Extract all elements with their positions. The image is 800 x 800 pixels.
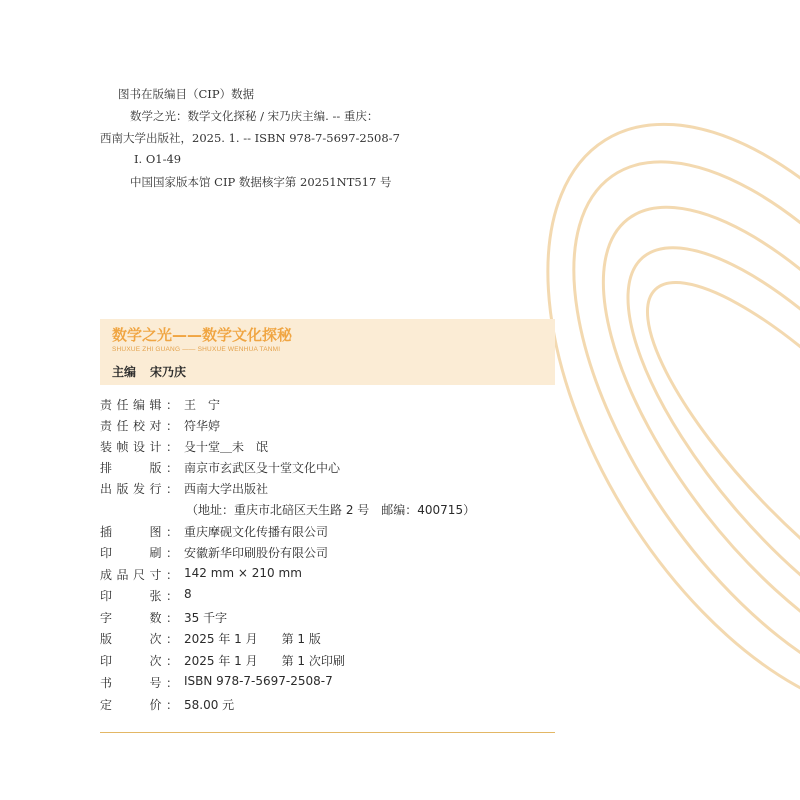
detail-label: 字 数： [100, 611, 178, 625]
detail-value: 35 千字 [184, 611, 228, 625]
detail-label: 印 刷： [100, 546, 178, 560]
detail-value: 58.00 元 [184, 698, 235, 712]
editor-label: 主编 [112, 365, 137, 379]
detail-label: 排 版： [100, 461, 178, 475]
title-banner [100, 319, 555, 385]
detail-value: 符华婷 [184, 419, 221, 433]
detail-value: 西南大学出版社 [184, 482, 269, 496]
bottom-divider [100, 732, 555, 733]
detail-value: 王 宁 [184, 398, 221, 412]
detail-label: 版 次： [100, 632, 178, 646]
detail-value: 2025 年 1 月 第 1 版 [184, 632, 321, 646]
cip-line: Ⅰ. O1-49 [134, 152, 182, 166]
detail-label: 责任编辑： [100, 398, 178, 412]
detail-label: 书 号： [100, 676, 178, 690]
detail-value: 重庆摩砚文化传播有限公司 [184, 525, 329, 539]
detail-label: 成品尺寸： [100, 568, 178, 582]
detail-label: 印 张： [100, 589, 178, 603]
detail-value: ISBN 978-7-5697-2508-7 [184, 674, 333, 688]
editor-name: 宋乃庆 [150, 365, 187, 379]
detail-label: 出版发行： [100, 482, 178, 496]
detail-label: 插 图： [100, 525, 178, 539]
book-title-pinyin: SHUXUE ZHI GUANG —— SHUXUE WENHUA TANMI [112, 346, 281, 353]
detail-label: 责任校对： [100, 419, 178, 433]
detail-value: （地址：重庆市北碚区天生路 2 号 邮编：400715） [186, 503, 476, 517]
cip-line: 西南大学出版社，2025. 1. -- ISBN 978-7-5697-2508-7 [100, 131, 400, 145]
detail-value: 8 [184, 587, 192, 601]
detail-value: 142 mm × 210 mm [184, 566, 302, 580]
cip-heading: 图书在版编目（CIP）数据 [118, 87, 255, 101]
detail-label: 印 次： [100, 654, 178, 668]
detail-value: 南京市玄武区殳十堂文化中心 [184, 461, 341, 475]
detail-value: 安徽新华印刷股份有限公司 [184, 546, 329, 560]
detail-value: 2025 年 1 月 第 1 次印刷 [184, 654, 345, 668]
editor-line [112, 363, 186, 380]
detail-label: 定 价： [100, 698, 178, 712]
detail-label: 装帧设计： [100, 440, 178, 454]
detail-value: 殳十堂＿未 氓 [184, 440, 269, 454]
cip-line: 数学之光：数学文化探秘 / 宋乃庆主编. -- 重庆： [130, 109, 379, 123]
cip-line: 中国国家版本馆 CIP 数据核字第 20251NT517 号 [130, 175, 392, 189]
book-title: 数学之光——数学文化探秘 [112, 326, 293, 344]
